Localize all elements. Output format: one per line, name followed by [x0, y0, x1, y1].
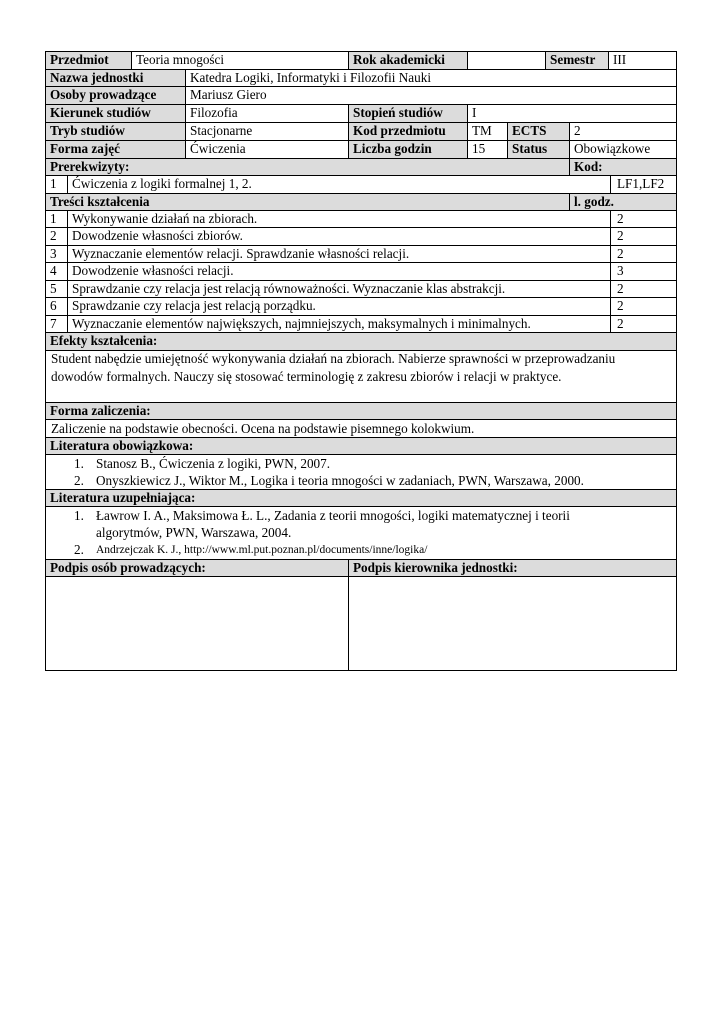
- efekty-label: Efekty kształcenia:: [50, 333, 158, 348]
- status-value: Obowiązkowe: [574, 141, 651, 156]
- row-kierunek: [46, 105, 676, 123]
- ects-value: 2: [574, 123, 581, 138]
- semestr-value: III: [609, 52, 676, 69]
- stopien-label: Stopień studiów: [349, 105, 468, 122]
- course-syllabus-table: [45, 51, 677, 671]
- tryb-value: Stacjonarne: [186, 123, 349, 140]
- rok-akademicki-label: Rok akademicki: [349, 52, 468, 69]
- liczba-godzin-value: 15: [468, 141, 508, 158]
- literatura-uzup-header: [46, 490, 676, 507]
- tresci-hours: 3: [617, 263, 624, 278]
- row-przedmiot: [46, 52, 676, 70]
- row-forma: [46, 141, 676, 159]
- przedmiot-label: Przedmiot: [46, 52, 132, 69]
- tresci-row: [46, 246, 676, 263]
- literatura-obow-label: Literatura obowiązkowa:: [50, 438, 194, 453]
- tresci-row: [46, 281, 676, 298]
- tresci-num: 3: [46, 246, 68, 262]
- podpisy-area: [46, 577, 676, 670]
- kod-przedmiotu-value: TM: [468, 123, 508, 140]
- tresci-num: 1: [46, 211, 68, 227]
- row-jednostka: [46, 70, 676, 87]
- prerekwizyty-label: Prerekwizyty:: [46, 159, 570, 175]
- efekty-header: [46, 333, 676, 351]
- tresci-row: [46, 211, 676, 228]
- tresci-header: [46, 194, 676, 211]
- literatura-uzup-body: [46, 507, 676, 560]
- row-osoby: [46, 87, 676, 105]
- tresci-num: 7: [46, 316, 68, 332]
- literatura-uzup-num: 2.: [74, 542, 84, 557]
- efekty-body: [46, 351, 676, 403]
- forma-value: Ćwiczenia: [186, 141, 349, 158]
- tresci-hours: 2: [617, 211, 624, 226]
- literatura-obow-text: Stanosz B., Ćwiczenia z logiki, PWN, 2007.: [96, 456, 331, 471]
- status-label: Status: [508, 141, 570, 158]
- tresci-text: Wyznaczanie elementów relacji. Sprawdzanie własności relacji.: [68, 246, 611, 262]
- tresci-hours: 2: [617, 246, 624, 261]
- literatura-uzup-label: Literatura uzupełniająca:: [50, 490, 196, 505]
- efekty-text: Student nabędzie umiejętność wykonywania działań na zbiorach. Nabierze sprawności w przeprowadzaniu dowodów formalnych. Nauczy się stosować terminologię z zakresu zbiorów i relacji w praktyce.: [51, 351, 616, 384]
- tresci-text: Dowodzenie własności relacji.: [68, 263, 611, 280]
- podpis-prowadzacych-label: Podpis osób prowadzących:: [46, 560, 349, 576]
- literatura-obow-body: [46, 455, 676, 490]
- zaliczenie-text: Zaliczenie na podstawie obecności. Ocena na podstawie pisemnego kolokwium.: [51, 421, 475, 436]
- osoby-label: Osoby prowadzące: [46, 87, 186, 104]
- podpis-kierownika-label: Podpis kierownika jednostki:: [353, 560, 518, 575]
- tresci-hours: 2: [617, 298, 624, 313]
- kierunek-value: Filozofia: [186, 105, 349, 122]
- semestr-label: Semestr: [546, 52, 609, 69]
- tresci-num: 5: [46, 281, 68, 297]
- zaliczenie-header: [46, 403, 676, 420]
- rok-akademicki-value: [468, 52, 546, 69]
- prerekwizyty-kod-label: Kod:: [574, 159, 603, 174]
- tresci-hours: 2: [617, 281, 624, 296]
- row-tryb: [46, 123, 676, 141]
- literatura-uzup-text: Ławrow I. A., Maksimowa Ł. L., Zadania z teorii mnogości, logiki matematycznej i teorii algorytmów, PWN, Warszawa, 2004.: [96, 508, 570, 540]
- literatura-uzup-text: Andrzejczak K. J., http://www.ml.put.poznan.pl/documents/inne/logika/: [96, 544, 428, 556]
- kod-przedmiotu-label: Kod przedmiotu: [349, 123, 468, 140]
- literatura-obow-text: Onyszkiewicz J., Wiktor M., Logika i teoria mnogości w zadaniach, PWN, Warszawa, 2000.: [96, 473, 584, 488]
- tresci-godz-label: l. godz.: [574, 194, 614, 209]
- stopien-value: I: [472, 105, 477, 120]
- literatura-obow-num: 2.: [74, 473, 84, 488]
- tresci-row: [46, 263, 676, 281]
- zaliczenie-body: [46, 420, 676, 438]
- tresci-row: [46, 228, 676, 246]
- tresci-row: [46, 316, 676, 333]
- liczba-godzin-label: Liczba godzin: [349, 141, 468, 158]
- prerekwizyt-kod: LF1,LF2: [617, 176, 665, 191]
- tresci-row: [46, 298, 676, 316]
- ects-label: ECTS: [508, 123, 570, 140]
- tresci-hours: 2: [617, 228, 624, 243]
- tresci-num: 4: [46, 263, 68, 280]
- literatura-uzup-num: 1.: [74, 508, 84, 523]
- jednostka-value: Katedra Logiki, Informatyki i Filozofii Nauki: [190, 70, 431, 85]
- jednostka-label: Nazwa jednostki: [46, 70, 186, 86]
- prerekwizyty-header: [46, 159, 676, 176]
- literatura-obow-header: [46, 438, 676, 455]
- kierunek-label: Kierunek studiów: [46, 105, 186, 122]
- tresci-num: 2: [46, 228, 68, 245]
- tresci-hours: 2: [617, 316, 624, 331]
- zaliczenie-label: Forma zaliczenia:: [50, 403, 151, 418]
- osoby-value: Mariusz Giero: [190, 87, 267, 102]
- tresci-text: Wyznaczanie elementów największych, najmniejszych, maksymalnych i minimalnych.: [68, 316, 611, 332]
- signature-divider: [348, 577, 349, 670]
- przedmiot-value: Teoria mnogości: [132, 52, 349, 69]
- tresci-text: Wykonywanie działań na zbiorach.: [68, 211, 611, 227]
- prerekwizyt-text: Ćwiczenia z logiki formalnej 1, 2.: [68, 176, 611, 193]
- tresci-text: Sprawdzanie czy relacja jest relacją równoważności. Wyznaczanie klas abstrakcji.: [68, 281, 611, 297]
- tresci-text: Dowodzenie własności zbiorów.: [68, 228, 611, 245]
- podpisy-header: [46, 560, 676, 577]
- literatura-obow-num: 1.: [74, 456, 84, 471]
- prerekwizyt-num: 1: [46, 176, 68, 193]
- forma-label: Forma zajęć: [46, 141, 186, 158]
- tresci-num: 6: [46, 298, 68, 315]
- prerekwizyty-row: [46, 176, 676, 194]
- tresci-label: Treści kształcenia: [46, 194, 570, 210]
- tresci-text: Sprawdzanie czy relacja jest relacją porządku.: [68, 298, 611, 315]
- tryb-label: Tryb studiów: [46, 123, 186, 140]
